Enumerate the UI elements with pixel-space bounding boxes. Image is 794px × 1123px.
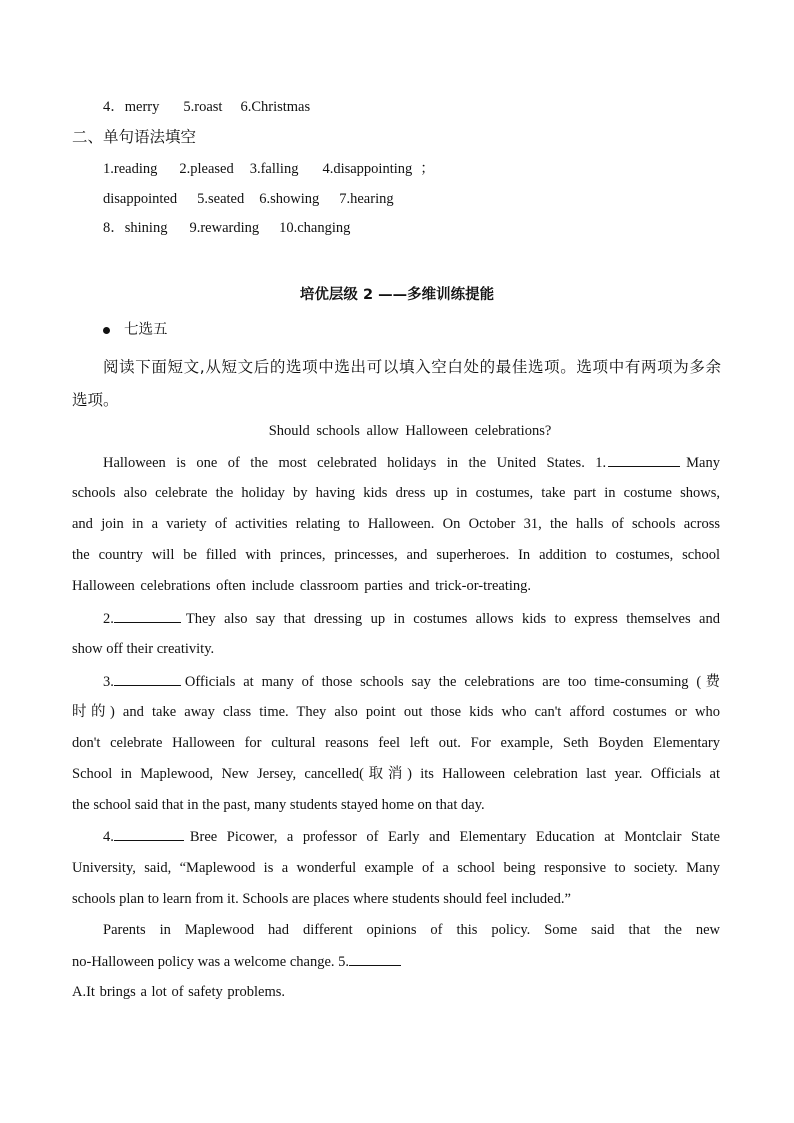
p1-line-2: schools also celebrate the holiday by having kids dress up in costumes, take part in costume shows,: [72, 485, 720, 501]
p5-line-2-text: no-Halloween policy was a welcome change. 5.: [72, 954, 350, 970]
grammar-answer-5: 5.seated: [197, 191, 245, 207]
p3-line-4: School in Maplewood, New Jersey, cancelled(取消) its Halloween celebration last year. Officials at: [72, 766, 720, 782]
p1-line-5: Halloween celebrations often include classroom parties and trick-or-treating.: [72, 578, 532, 594]
instructions-line-2: 选项。: [72, 391, 119, 409]
answer-5: 5.roast: [183, 99, 223, 115]
p3-line-1: [103, 671, 720, 692]
p1-line-1-end: Many: [686, 455, 720, 471]
grammar-answer-3: 3.falling: [249, 161, 299, 177]
p4-number: 4.: [103, 829, 114, 845]
passage-title: Should schools allow Halloween celebrations?: [268, 423, 552, 439]
blank-5[interactable]: [349, 951, 401, 966]
p2-line-1: [103, 608, 720, 629]
p1-line-1: [103, 452, 720, 473]
p3-line-5: the school said that in the past, many students stayed home on that day.: [72, 797, 485, 813]
p3-line-3: don't celebrate Halloween for cultural reasons feel left out. For example, Seth Boyden Elementary: [72, 735, 720, 751]
grammar-answer-6: 6.showing: [259, 191, 320, 207]
p3-number: 3.: [103, 674, 114, 690]
bullet-icon: [103, 327, 110, 334]
blank-3[interactable]: [114, 671, 181, 686]
option-a: A.It brings a lot of safety problems.: [72, 984, 285, 1000]
p5-line-1: Parents in Maplewood had different opinions of this policy. Some said that the new: [103, 922, 720, 938]
p1-line-4: the country will be filled with princes, princesses, and superheroes. In addition to costumes, school: [72, 547, 720, 563]
blank-4[interactable]: [114, 826, 184, 841]
grammar-line-2: [103, 189, 394, 209]
grammar-answer-8: 8．shining: [103, 220, 168, 236]
grammar-answer-1: 1.reading: [103, 161, 158, 177]
grammar-answer-7: 7.hearing: [339, 191, 394, 207]
answer-line-1: [103, 97, 310, 117]
p4-line-1: [103, 826, 720, 847]
answer-4: 4．merry: [103, 99, 160, 115]
answer-6: 6.Christmas: [240, 99, 311, 115]
section-heading-grammar: 二、单句语法填空: [72, 128, 197, 146]
p4-line-3: schools plan to learn from it. Schools are places where students should feel included.”: [72, 891, 571, 907]
grammar-answer-9: 9.rewarding: [189, 220, 260, 236]
grammar-line-1: [103, 159, 435, 179]
p4-line-1-text: Bree Picower, a professor of Early and Elementary Education at Montclair State: [189, 829, 720, 845]
instructions-line-1: 阅读下面短文,从短文后的选项中选出可以填入空白处的最佳选项。选项中有两项为多余: [103, 358, 721, 376]
p4-line-2: University, said, “Maplewood is a wonderful example of a school being responsive to society. Many: [72, 860, 720, 876]
p5-line-2: [72, 951, 401, 972]
grammar-answer-10: 10.changing: [279, 220, 351, 236]
grammar-separator: ；: [420, 161, 435, 177]
p1-line-1-text: Halloween is one of the most celebrated holidays in the United States. 1.: [103, 455, 607, 471]
bullet-heading: [103, 320, 168, 340]
grammar-answer-4b: disappointed: [103, 191, 178, 207]
p2-line-2: show off their creativity.: [72, 641, 215, 657]
p1-line-3: and join in a variety of activities relating to Halloween. On October 31, the halls of schools across: [72, 516, 720, 532]
p3-line-1-text: Officials at many of those schools say the celebrations are too time-consuming (费: [184, 674, 720, 690]
p3-line-2: 时的) and take away class time. They also point out those kids who can't afford costumes or who: [72, 704, 720, 720]
p2-line-1-text: They also say that dressing up in costumes allows kids to express themselves and: [185, 611, 720, 627]
grammar-answer-2: 2.pleased: [179, 161, 234, 177]
blank-2[interactable]: [114, 608, 181, 623]
blank-1[interactable]: [608, 452, 680, 467]
level-title: 培优层级 2 ——多维训练提能: [299, 287, 495, 303]
grammar-line-3: [103, 218, 350, 238]
grammar-answer-4: 4.disappointing: [322, 161, 413, 177]
bullet-label: 七选五: [124, 322, 168, 338]
p2-number: 2.: [103, 611, 114, 627]
